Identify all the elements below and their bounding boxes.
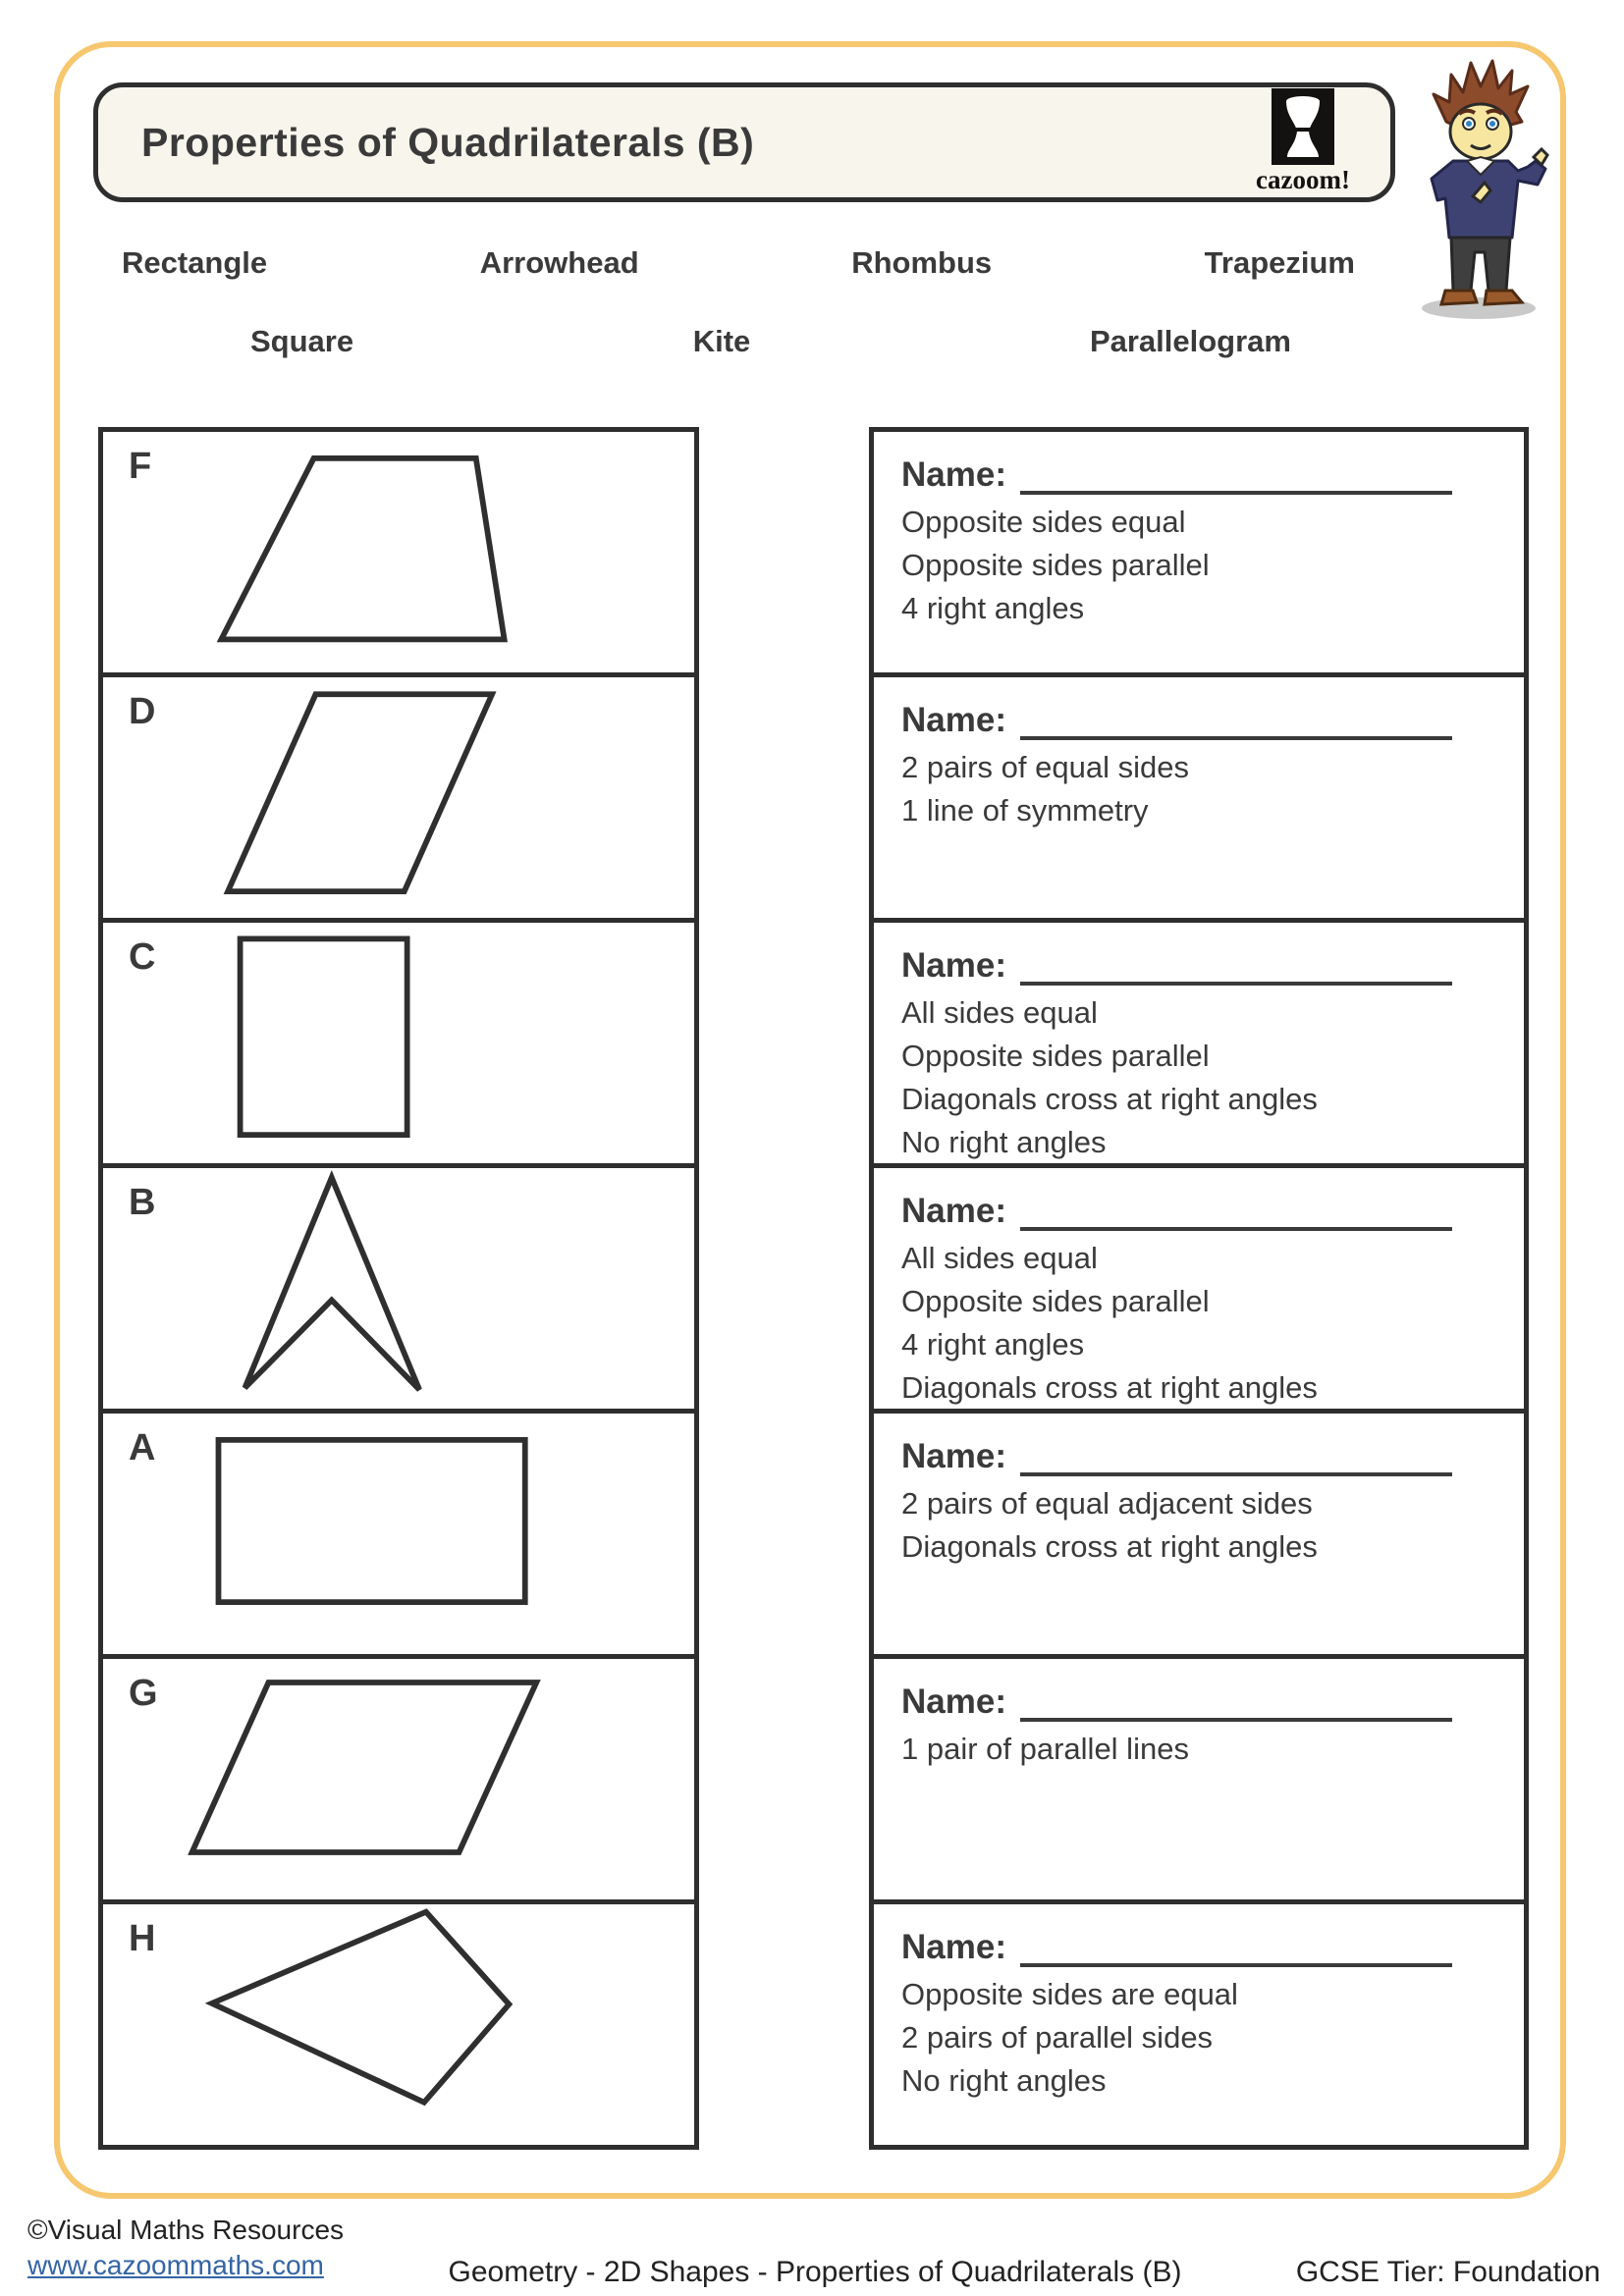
shape-cell-F [98,427,699,677]
answer-cell-7 [869,1899,1529,2150]
property-line: 4 right angles [901,1327,1085,1362]
trapezium-shape [103,432,694,672]
shape-cell-A [98,1409,699,1659]
word-bank-item: Square [250,324,354,358]
name-answer-blank[interactable] [1020,1437,1452,1476]
answer-cell-2 [869,672,1529,923]
property-line: Diagonals cross at right angles [901,1082,1318,1116]
answer-cell-6 [869,1654,1529,1904]
shoe [1485,291,1522,304]
name-label: Name: [901,946,1006,985]
shape-letter: C [129,936,156,978]
name-answer-blank[interactable] [1020,701,1452,740]
shape-cell-D [98,672,699,923]
copyright-text: ©Visual Maths Resources [27,2215,345,2245]
shape-cell-B [98,1163,699,1414]
word-bank-item: Kite [692,324,751,358]
name-label: Name: [901,1682,1006,1721]
name-label: Name: [901,1192,1006,1230]
property-line: Opposite sides parallel [901,1039,1210,1073]
word-bank-item: Trapezium [1204,245,1355,280]
rectangle-shape [103,1414,694,1654]
property-line: 2 pairs of equal adjacent sides [901,1486,1313,1521]
website-link[interactable]: www.cazoommaths.com [27,2250,324,2280]
word-bank-item: Arrowhead [479,245,639,280]
worksheet-header [93,82,1395,202]
word-bank-row-2 [250,324,1291,359]
shape-cell-C [98,918,699,1168]
answer-cell-1 [869,427,1529,677]
square-shape [103,923,694,1163]
property-line: Diagonals cross at right angles [901,1370,1318,1405]
page-title: Properties of Quadrilaterals (B) [141,119,755,165]
property-line: Diagonals cross at right angles [901,1529,1318,1564]
word-bank-item: Rhombus [851,245,993,280]
shape-letter: D [129,691,156,732]
word-bank-row-1 [98,245,1379,281]
property-line: All sides equal [901,995,1098,1030]
sweater [1432,161,1545,238]
name-label: Name: [901,1437,1006,1475]
worksheet-breadcrumb: Geometry - 2D Shapes - Properties of Quadrilaterals (B) [448,2256,1182,2288]
trousers [1451,238,1510,291]
rhombus-shape [103,677,694,918]
djembe-drum-icon [1272,88,1334,165]
cartoon-boy-thumbs-up [1402,51,1549,326]
property-line: 1 pair of parallel lines [901,1732,1189,1766]
tier-label: GCSE Tier: Foundation [1295,2256,1600,2288]
kite-shape [103,1904,694,2145]
property-line: All sides equal [901,1241,1098,1275]
name-answer-blank[interactable] [1020,946,1452,986]
property-line: Opposite sides parallel [901,1284,1210,1318]
shape-letter: F [129,446,152,487]
name-answer-blank[interactable] [1020,1192,1452,1231]
shape-letter: B [129,1182,156,1223]
cazoom-logo [1229,88,1377,195]
answer-cell-3 [869,918,1529,1168]
property-line: 4 right angles [901,591,1085,625]
word-bank-item: Parallelogram [1089,324,1291,358]
parallelogram-shape [103,1659,694,1899]
property-line: No right angles [901,1125,1107,1159]
name-label: Name: [901,701,1006,739]
answer-cell-5 [869,1409,1529,1659]
shape-cell-G [98,1654,699,1904]
shapes-column [98,427,699,2150]
answers-column [869,427,1529,2150]
property-line: 2 pairs of parallel sides [901,2020,1214,2055]
name-label: Name: [901,1928,1006,1966]
shoe [1441,291,1477,304]
property-line: 1 line of symmetry [901,793,1149,828]
answer-cell-4 [869,1163,1529,1414]
shape-letter: H [129,1918,156,1959]
shape-letter: G [129,1673,158,1714]
property-line: 2 pairs of equal sides [901,750,1189,784]
name-answer-blank[interactable] [1020,455,1452,495]
arrowhead-shape [103,1168,694,1409]
shape-cell-H [98,1899,699,2150]
name-answer-blank[interactable] [1020,1928,1452,1967]
name-label: Name: [901,455,1006,494]
property-line: No right angles [901,2063,1107,2098]
word-bank-item: Rectangle [122,245,268,280]
name-answer-blank[interactable] [1020,1682,1452,1722]
logo-wordmark: cazoom! [1256,165,1350,194]
property-line: Opposite sides equal [901,505,1186,539]
property-line: Opposite sides parallel [901,548,1210,582]
property-line: Opposite sides are equal [901,1977,1238,2011]
shape-letter: A [129,1427,156,1468]
